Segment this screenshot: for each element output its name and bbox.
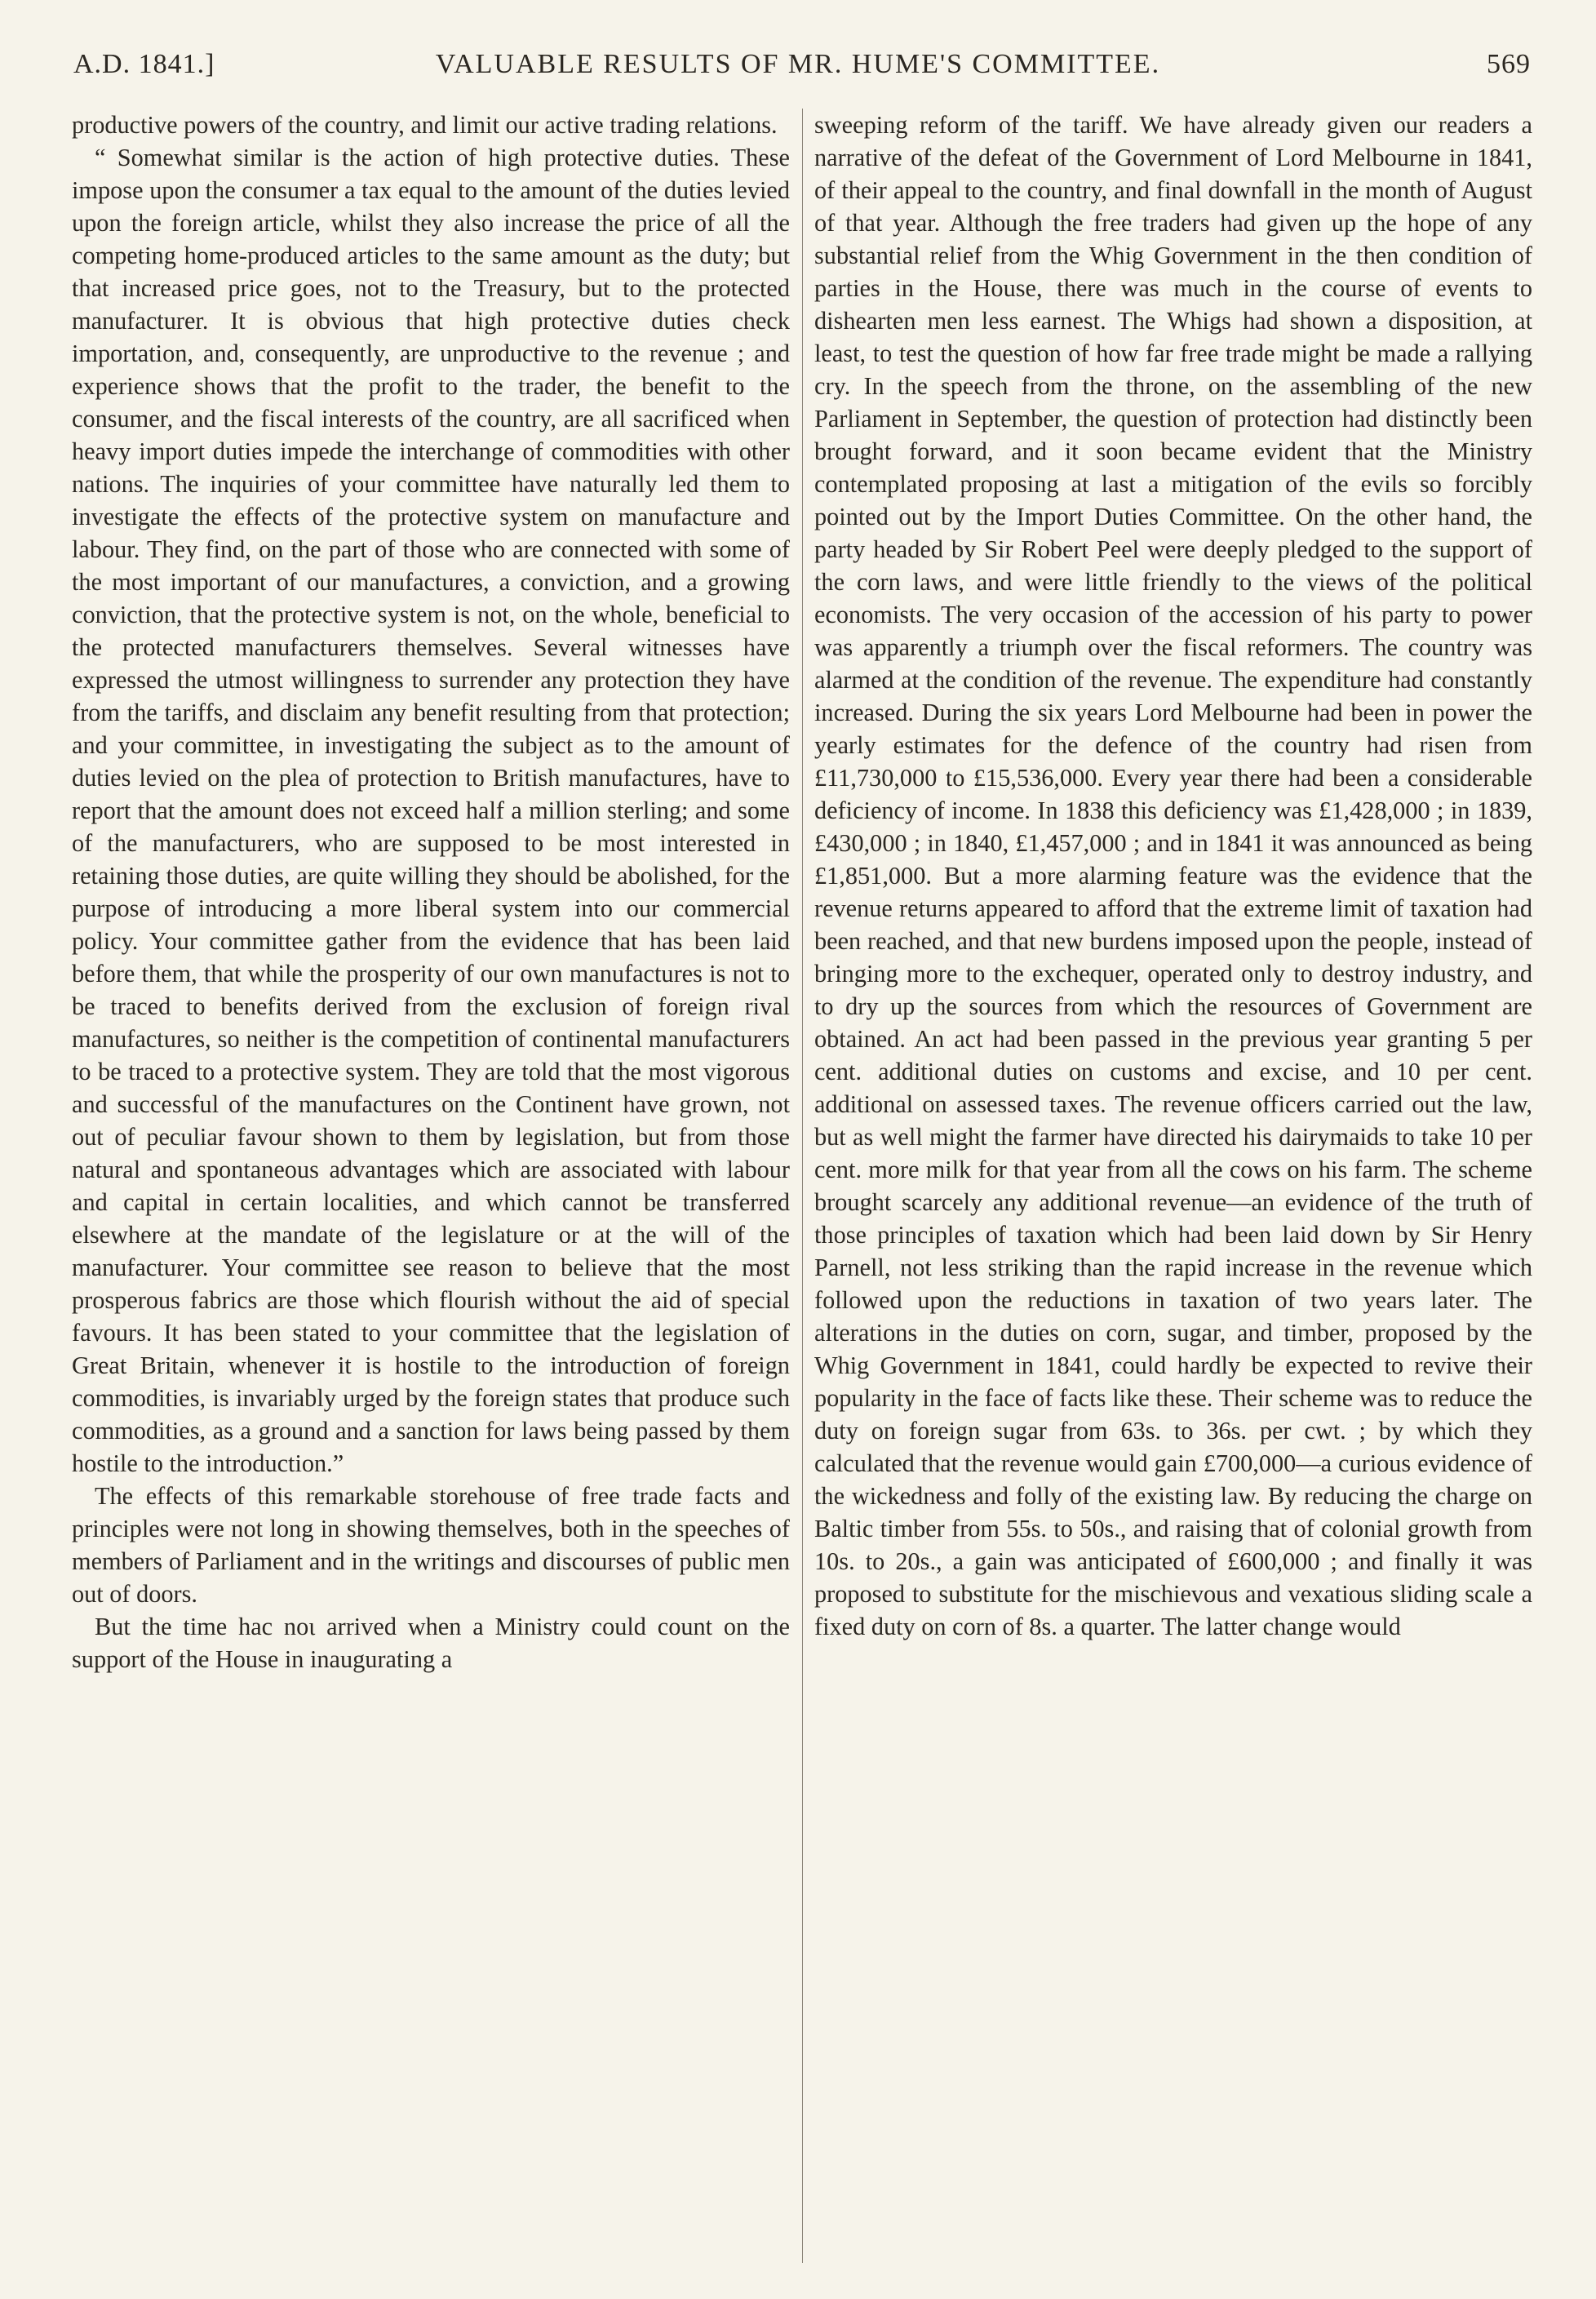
left-paragraph-1: productive powers of the country, and limit our active trading relations. (72, 111, 778, 139)
left-paragraph-4: But the time hac noι arrived when a Ministry could count on the support of the House in inaugurating a (72, 1613, 790, 1673)
page-number: 569 (1487, 49, 1531, 79)
header-date: A.D. 1841.] (73, 49, 215, 79)
left-paragraph-2: “ Somewhat similar is the action of high protective duties. These impose upon the consumer a tax equal to the amount of the duties levied upon the foreign article, whilst they also increase the price of all the competing home-produced articles to the same amount as the duty; but that increased price goes, not to the Treasury, but to the protected manufacturer. It is obvious that high protective duties check importation, and, consequently, are unproductive to the revenue ; and experience shows that the profit to the trader, the benefit to the consumer, and the fiscal interests of the country, are all sacrificed when heavy import duties impede the interchange of commodities with other nations. The inquiries of your committee have naturally led them to investigate the effects of the protective system on manufacture and labour. They find, on the part of those who are connected with some of the most important of our manufactures, a conviction, and a growing conviction, that the protective system is not, on the whole, beneficial to the protected manufacturers themselves. Several witnesses have expressed the utmost willingness to surrender any protection they have from the tariffs, and disclaim any benefit resulting from that protection; and your committee, in investigating the subject as to the amount of duties levied on the plea of protection to British manufactures, have to report that the amount does not exceed half a million sterling; and some of the manufacturers, who are supposed to be most interested in retaining those duties, are quite willing they should be abolished, for the purpose of introducing a more liberal system into our commercial policy. Your committee gather from the evidence that has been laid before them, that while the prosperity of our own manufactures is not to be traced to benefits derived from the exclusion of foreign rival manufactures, so neither is the competition of continental manufacturers to be traced to a protective system. They are told that the most vigorous and successful of the manufactures on the Continent have grown, not out of peculiar favour shown to them by legislation, but from those natural and spontaneous advantages which are associated with labour and capital in certain localities, and which cannot be transferred elsewhere at the mandate of the legislature or at the will of the manufacturer. Your committee see reason to believe that the most prosperous fabrics are those which flourish without the aid of special favours. It has been stated to your committee that the legislation of Great Britain, whenever it is hostile to the introduction of foreign commodities, is invariably urged by the foreign states that produce such commodities, as a ground and a sanction for laws being passed by them hostile to the introduction.” (72, 144, 790, 1477)
left-paragraph-3: The effects of this remarkable storehouse of free trade facts and principles were not long in showing themselves, both in the speeches of members of Parliament and in the writings and discourses of public men out of doors. (72, 1482, 790, 1608)
header-title: VALUABLE RESULTS OF MR. HUME'S COMMITTEE. (435, 49, 1161, 79)
column-divider (802, 109, 803, 2263)
right-column (814, 109, 1532, 2263)
running-header (57, 49, 1539, 90)
right-paragraph-1: sweeping reform of the tariff. We have already given our readers a narrative of the defeat of the Government of Lord Melbourne in 1841, of their appeal to the country, and final downfall in the month of August of that year. Although the free traders had given up the hope of any substantial relief from the Whig Government in the then condition of parties in the House, there was much in the course of events to dishearten men less earnest. The Whigs had shown a disposition, at least, to test the question of how far free trade might be made a rallying cry. In the speech from the throne, on the assembling of the new Parliament in September, the question of protection had distinctly been brought forward, and it soon became evident that the Ministry contemplated proposing at last a mitigation of the evils so forcibly pointed out by the Import Duties Committee. On the other hand, the party headed by Sir Robert Peel were deeply pledged to the support of the corn laws, and were little friendly to the views of the political economists. The very occasion of the accession of his party to power was apparently a triumph over the fiscal reformers. The country was alarmed at the condition of the revenue. The expenditure had constantly increased. During the six years Lord Melbourne had been in power the yearly estimates for the defence of the country had risen from £11,730,000 to £15,536,000. Every year there had been a considerable deficiency of income. In 1838 this deficiency was £1,428,000 ; in 1839, £430,000 ; in 1840, £1,457,000 ; and in 1841 it was announced as being £1,851,000. But a more alarming feature was the evidence that the revenue returns appeared to afford that the extreme limit of taxation had been reached, and that new burdens imposed upon the people, instead of bringing more to the exchequer, operated only to destroy industry, and to dry up the sources from which the resources of Government are obtained. An act had been passed in the previous year granting 5 per cent. additional duties on customs and excise, and 10 per cent. additional on assessed taxes. The revenue officers carried out the law, but as well might the farmer have directed his dairymaids to take 10 per cent. more milk for that year from all the cows on his farm. The scheme brought scarcely any additional revenue—an evidence of the truth of those principles of taxation which had been laid down by Sir Henry Parnell, not less striking than the rapid increase in the revenue which followed upon the reductions in taxation of two years later. The alterations in the duties on corn, sugar, and timber, proposed by the Whig Government in 1841, could hardly be expected to revive their popularity in the face of facts like these. Their scheme was to reduce the duty on foreign sugar from 63s. to 36s. per cwt. ; by which they calculated that the revenue would gain £700,000—a curious evidence of the wickedness and folly of the existing law. By reducing the charge on Baltic timber from 55s. to 50s., and raising that of colonial growth from 10s. to 20s., a gain was anticipated of £600,000 ; and finally it was proposed to substitute for the mischievous and vexatious sliding scale a fixed duty on corn of 8s. a quarter. The latter change would (814, 111, 1532, 1640)
left-column (72, 109, 790, 2263)
